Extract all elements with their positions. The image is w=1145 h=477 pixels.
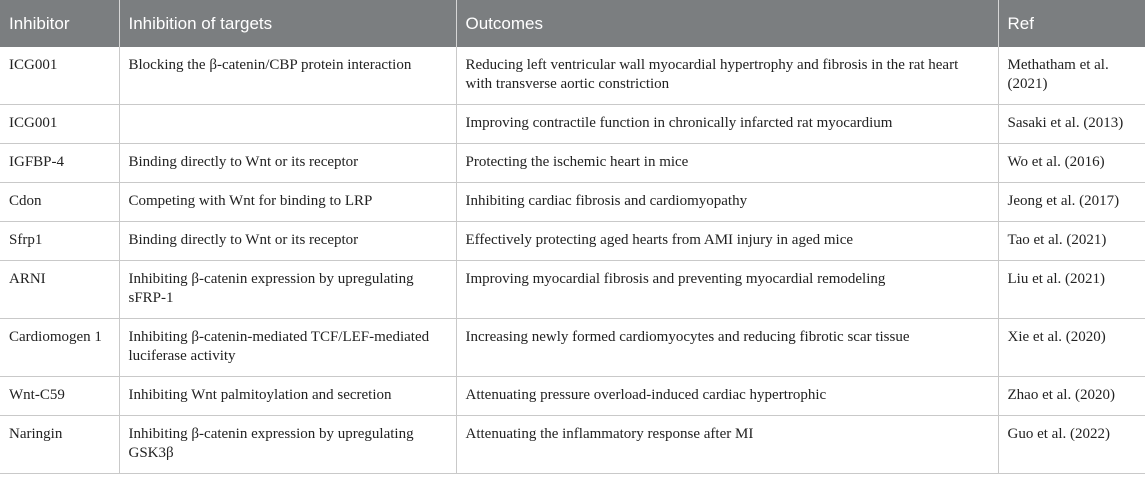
cell-targets: Inhibiting β-catenin expression by upregulating sFRP-1 xyxy=(119,261,456,319)
cell-inhibitor: IGFBP-4 xyxy=(0,144,119,183)
header-row xyxy=(0,0,1145,47)
cell-ref: Jeong et al. (2017) xyxy=(998,183,1145,222)
cell-ref: Liu et al. (2021) xyxy=(998,261,1145,319)
cell-ref: Sasaki et al. (2013) xyxy=(998,105,1145,144)
cell-outcomes: Improving myocardial fibrosis and preventing myocardial remodeling xyxy=(456,261,998,319)
table-row xyxy=(0,319,1145,377)
table-header xyxy=(0,0,1145,47)
cell-ref: Wo et al. (2016) xyxy=(998,144,1145,183)
table-row xyxy=(0,105,1145,144)
cell-ref: Tao et al. (2021) xyxy=(998,222,1145,261)
cell-inhibitor: Sfrp1 xyxy=(0,222,119,261)
header-inhibitor: Inhibitor xyxy=(0,0,119,47)
cell-outcomes: Attenuating the inflammatory response after MI xyxy=(456,416,998,474)
cell-targets: Inhibiting Wnt palmitoylation and secretion xyxy=(119,377,456,416)
cell-outcomes: Effectively protecting aged hearts from AMI injury in aged mice xyxy=(456,222,998,261)
cell-outcomes: Increasing newly formed cardiomyocytes and reducing fibrotic scar tissue xyxy=(456,319,998,377)
table-row xyxy=(0,377,1145,416)
cell-ref: Methatham et al. (2021) xyxy=(998,47,1145,105)
cell-ref: Guo et al. (2022) xyxy=(998,416,1145,474)
table-row xyxy=(0,183,1145,222)
table-row xyxy=(0,416,1145,474)
cell-inhibitor: ARNI xyxy=(0,261,119,319)
cell-outcomes: Protecting the ischemic heart in mice xyxy=(456,144,998,183)
cell-ref: Zhao et al. (2020) xyxy=(998,377,1145,416)
cell-targets: Competing with Wnt for binding to LRP xyxy=(119,183,456,222)
cell-inhibitor: ICG001 xyxy=(0,47,119,105)
cell-outcomes: Inhibiting cardiac fibrosis and cardiomyopathy xyxy=(456,183,998,222)
table-row xyxy=(0,222,1145,261)
table-row xyxy=(0,144,1145,183)
header-inhibition-of-targets: Inhibition of targets xyxy=(119,0,456,47)
header-outcomes: Outcomes xyxy=(456,0,998,47)
cell-targets: Inhibiting β-catenin expression by upregulating GSK3β xyxy=(119,416,456,474)
cell-targets: Binding directly to Wnt or its receptor xyxy=(119,222,456,261)
cell-outcomes: Improving contractile function in chronically infarcted rat myocardium xyxy=(456,105,998,144)
cell-targets xyxy=(119,105,456,144)
cell-inhibitor: ICG001 xyxy=(0,105,119,144)
table-row xyxy=(0,47,1145,105)
cell-inhibitor: Naringin xyxy=(0,416,119,474)
cell-inhibitor: Wnt-C59 xyxy=(0,377,119,416)
cell-inhibitor: Cdon xyxy=(0,183,119,222)
table-body xyxy=(0,47,1145,474)
cell-outcomes: Attenuating pressure overload-induced cardiac hypertrophic xyxy=(456,377,998,416)
header-ref: Ref xyxy=(998,0,1145,47)
cell-outcomes: Reducing left ventricular wall myocardial hypertrophy and fibrosis in the rat heart with transverse aortic constriction xyxy=(456,47,998,105)
cell-targets: Inhibiting β-catenin-mediated TCF/LEF-mediated luciferase activity xyxy=(119,319,456,377)
cell-ref: Xie et al. (2020) xyxy=(998,319,1145,377)
cell-targets: Blocking the β-catenin/CBP protein interaction xyxy=(119,47,456,105)
cell-inhibitor: Cardiomogen 1 xyxy=(0,319,119,377)
table-row xyxy=(0,261,1145,319)
cell-targets: Binding directly to Wnt or its receptor xyxy=(119,144,456,183)
